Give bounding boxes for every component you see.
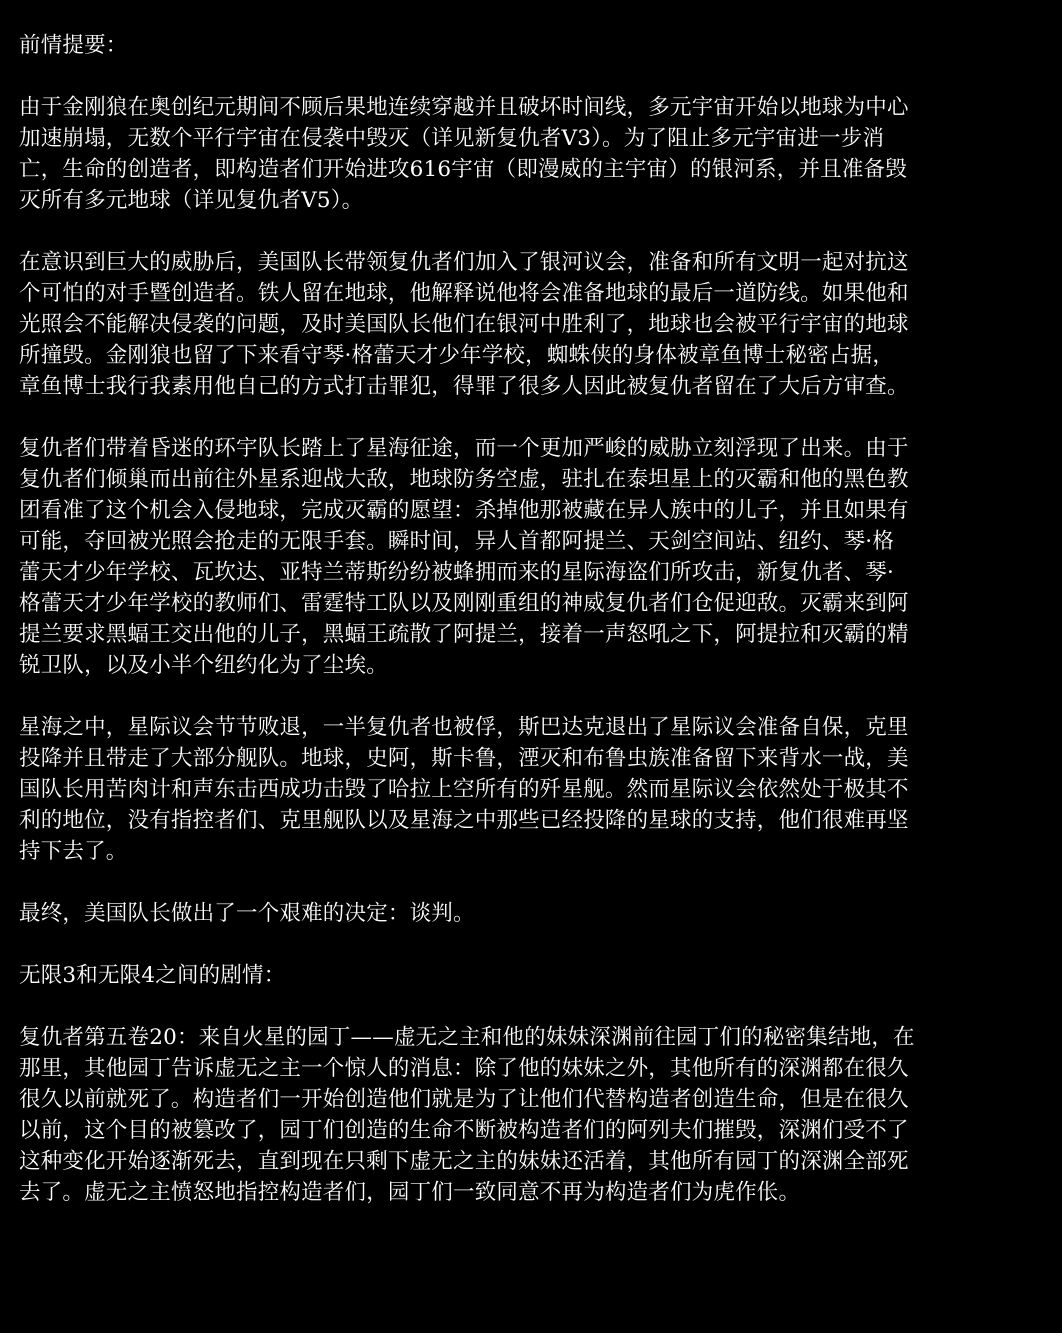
text-line: 所撞毁。金刚狼也留了下来看守琴·格蕾天才少年学校，蜘蛛侠的身体被章鱼博士秘密占据， [19, 343, 895, 368]
text-line: 星海之中，星际议会节节败退，一半复仇者也被俘，斯巴达克退出了星际议会准备自保，克里 [19, 715, 909, 740]
text-line: 团看准了这个机会入侵地球，完成灭霸的愿望：杀掉他那被藏在异人族中的儿子，并且如果有 [19, 498, 909, 523]
text-line: 这种变化开始逐渐死去，直到现在只剩下虚无之主的妹妹还活着，其他所有园丁的深渊全部死 [19, 1149, 909, 1174]
document-body [19, 30, 1049, 1208]
text-line: 以前，这个目的被篡改了，园丁们创造的生命不断被构造者们的阿列夫们摧毁，深渊们受不了 [19, 1118, 909, 1143]
text-line: 复仇者们带着昏迷的环宇队长踏上了星海征途，而一个更加严峻的威胁立刻浮现了出来。由于 [19, 436, 909, 461]
paragraph-1 [19, 92, 1049, 216]
text-line: 无限3和无限4之间的剧情： [19, 963, 286, 988]
text-line: 去了。虚无之主愤怒地指控构造者们，园丁们一致同意不再为构造者们为虎作伥。 [19, 1180, 801, 1205]
text-line: 提兰要求黑蝠王交出他的儿子，黑蝠王疏散了阿提兰，接着一声怒吼之下，阿提拉和灭霸的精 [19, 622, 909, 647]
paragraph-6 [19, 960, 1049, 991]
text-line: 可能，夺回被光照会抢走的无限手套。瞬时间，异人首都阿提兰、天剑空间站、纽约、琴·格 [19, 529, 895, 554]
text-line: 亡，生命的创造者，即构造者们开始进攻616宇宙（即漫威的主宇宙）的银河系，并且准备毁 [19, 157, 907, 182]
title-text: 前情提要： [19, 33, 128, 58]
paragraph-2 [19, 247, 1049, 402]
text-line: 最终，美国队长做出了一个艰难的决定：谈判。 [19, 901, 475, 926]
text-line: 格蕾天才少年学校的教师们、雷霆特工队以及刚刚重组的神威复仇者们仓促迎敌。灭霸来到阿 [19, 591, 909, 616]
text-line: 持下去了。 [19, 839, 128, 864]
title-paragraph [19, 30, 1049, 61]
text-line: 由于金刚狼在奥创纪元期间不顾后果地连续穿越并且破坏时间线，多元宇宙开始以地球为中心 [19, 95, 909, 120]
text-line: 光照会不能解决侵袭的问题，及时美国队长他们在银河中胜利了，地球也会被平行宇宙的地球 [19, 312, 909, 337]
paragraph-7 [19, 1022, 1049, 1208]
text-line: 复仇者们倾巢而出前往外星系迎战大敌，地球防务空虚，驻扎在泰坦星上的灭霸和他的黑色教 [19, 467, 909, 492]
paragraph-3 [19, 433, 1049, 681]
text-line: 蕾天才少年学校、瓦坎达、亚特兰蒂斯纷纷被蜂拥而来的星际海盗们所攻击，新复仇者、琴· [19, 560, 895, 585]
text-line: 加速崩塌，无数个平行宇宙在侵袭中毁灭（详见新复仇者V3）。为了阻止多元宇宙进一步消 [19, 126, 885, 151]
paragraph-5 [19, 898, 1049, 929]
text-line: 在意识到巨大的威胁后，美国队长带领复仇者们加入了银河议会，准备和所有文明一起对抗这 [19, 250, 909, 275]
text-line: 投降并且带走了大部分舰队。地球，史阿，斯卡鲁，湮灭和布鲁虫族准备留下来背水一战，美 [19, 746, 909, 771]
text-line: 国队长用苦肉计和声东击西成功击毁了哈拉上空所有的歼星舰。然而星际议会依然处于极其不 [19, 777, 909, 802]
text-line: 很久以前就死了。构造者们一开始创造他们就是为了让他们代替构造者创造生命，但是在很久 [19, 1087, 909, 1112]
text-line: 灭所有多元地球（详见复仇者V5）。 [19, 188, 364, 213]
text-line: 复仇者第五卷20：来自火星的园丁——虚无之主和他的妹妹深渊前往园丁们的秘密集结地，在 [19, 1025, 915, 1050]
text-line: 锐卫队，以及小半个纽约化为了尘埃。 [19, 653, 388, 678]
paragraph-4 [19, 712, 1049, 867]
text-line: 那里，其他园丁告诉虚无之主一个惊人的消息：除了他的妹妹之外，其他所有的深渊都在很久 [19, 1056, 909, 1081]
text-line: 个可怕的对手暨创造者。铁人留在地球，他解释说他将会准备地球的最后一道防线。如果他和 [19, 281, 909, 306]
text-line: 利的地位，没有指控者们、克里舰队以及星海之中那些已经投降的星球的支持，他们很难再坚 [19, 808, 909, 833]
text-line: 章鱼博士我行我素用他自己的方式打击罪犯，得罪了很多人因此被复仇者留在了大后方审查。 [19, 374, 909, 399]
